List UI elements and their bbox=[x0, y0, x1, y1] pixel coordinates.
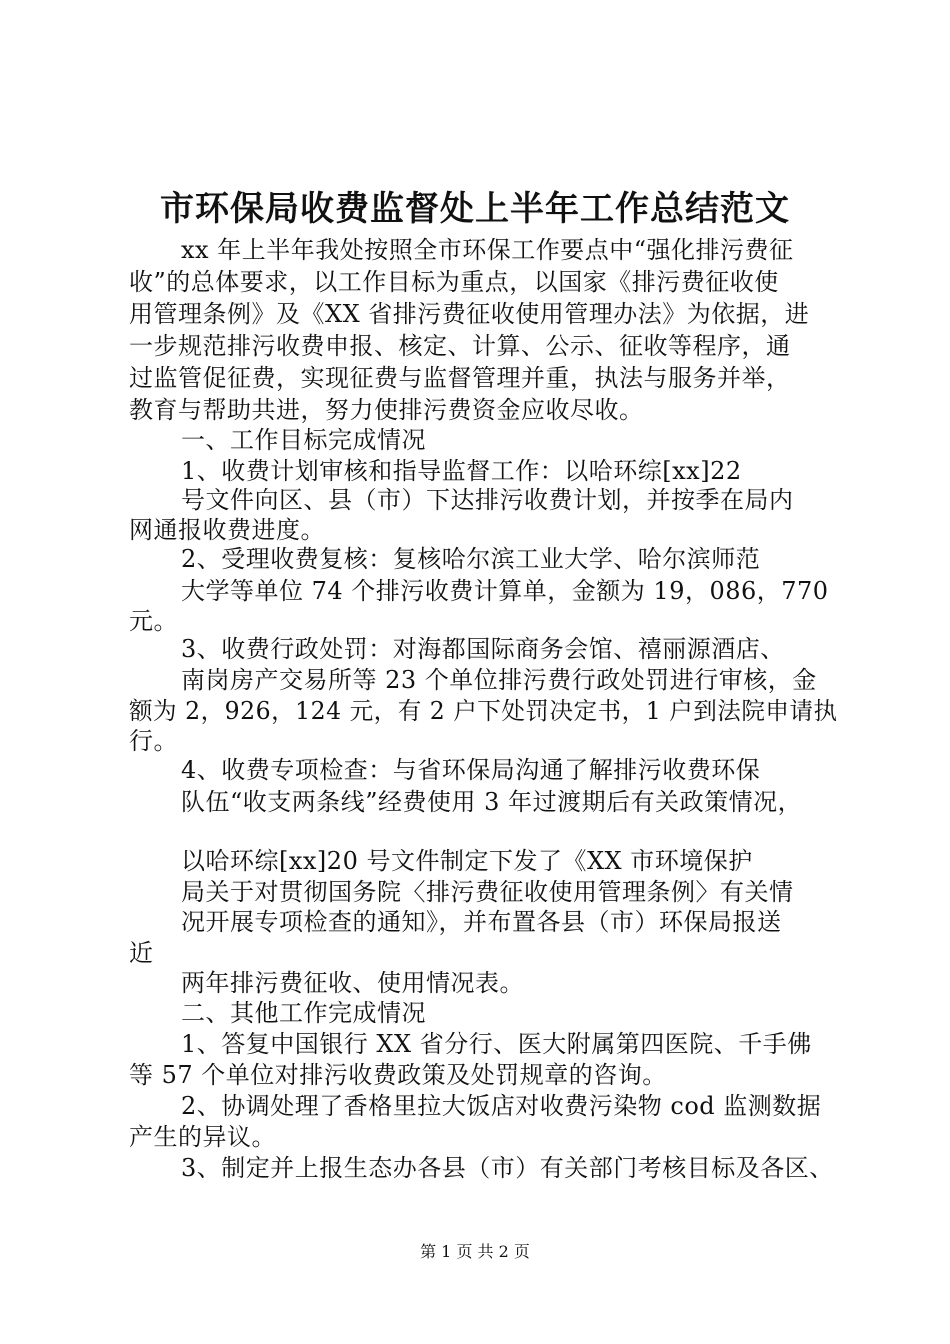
paragraph-line: 局关于对贯彻国务院〈排污费征收使用管理条例〉有关情 bbox=[181, 878, 794, 906]
paragraph-line: 大学等单位 74 个排污收费计算单，金额为 19，086，770 bbox=[181, 577, 829, 605]
paragraph-line: 3、制定并上报生态办各县（市）有关部门考核目标及各区、 bbox=[181, 1154, 834, 1182]
paragraph-line: xx 年上半年我处按照全市环保工作要点中“强化排污费征 bbox=[181, 236, 794, 264]
paragraph-line: 号文件向区、县（市）下达排污收费计划，并按季在局内 bbox=[181, 486, 794, 514]
paragraph-line: 行。 bbox=[129, 727, 178, 755]
paragraph-line: 用管理条例》及《XX 省排污费征收使用管理办法》为依据，进 bbox=[129, 300, 810, 328]
paragraph-line: 近 bbox=[129, 939, 154, 967]
paragraph-line: 南岗房产交易所等 23 个单位排污费行政处罚进行审核，金 bbox=[181, 666, 817, 694]
paragraph-line: 额为 2，926，124 元，有 2 户下处罚决定书，1 户到法院申请执 bbox=[129, 697, 838, 725]
paragraph-line: 以哈环综[xx]20 号文件制定下发了《XX 市环境保护 bbox=[181, 847, 753, 875]
paragraph-line: 过监管促征费，实现征费与监督管理并重，执法与服务并举， bbox=[129, 364, 791, 392]
paragraph-line: 元。 bbox=[129, 607, 178, 635]
paragraph-line: 产生的异议。 bbox=[129, 1123, 276, 1151]
paragraph-line: 况开展专项检查的通知》，并布置各县（市）环保局报送 bbox=[181, 908, 782, 936]
document-title: 市环保局收费监督处上半年工作总结范文 bbox=[160, 189, 790, 229]
section-heading: 二、其他工作完成情况 bbox=[181, 999, 426, 1027]
paragraph-line: 收”的总体要求，以工作目标为重点，以国家《排污费征收使 bbox=[129, 268, 779, 296]
paragraph-line: 2、协调处理了香格里拉大饭店对收费污染物 cod 监测数据 bbox=[181, 1092, 822, 1120]
paragraph-line: 一步规范排污收费申报、核定、计算、公示、征收等程序，通 bbox=[129, 332, 791, 360]
paragraph-line: 1、答复中国银行 XX 省分行、医大附属第四医院、千手佛 bbox=[181, 1030, 812, 1058]
paragraph-line: 4、收费专项检查：与省环保局沟通了解排污收费环保 bbox=[181, 756, 761, 784]
section-heading: 一、工作目标完成情况 bbox=[181, 426, 426, 454]
paragraph-line: 两年排污费征收、使用情况表。 bbox=[181, 969, 524, 997]
paragraph-line: 1、收费计划审核和指导监督工作：以哈环综[xx]22 bbox=[181, 457, 742, 485]
paragraph-line: 网通报收费进度。 bbox=[129, 516, 325, 544]
paragraph-line: 等 57 个单位对排污收费政策及处罚规章的咨询。 bbox=[129, 1061, 667, 1089]
paragraph-line: 3、收费行政处罚：对海都国际商务会馆、禧丽源酒店、 bbox=[181, 635, 785, 663]
page-footer: 第 1 页 共 2 页 bbox=[420, 1242, 530, 1261]
paragraph-line: 教育与帮助共进，努力使排污费资金应收尽收。 bbox=[129, 396, 644, 424]
paragraph-line: 队伍“收支两条线”经费使用 3 年过渡期后有关政策情况， bbox=[181, 788, 803, 816]
paragraph-line: 2、受理收费复核：复核哈尔滨工业大学、哈尔滨师范 bbox=[181, 545, 761, 573]
